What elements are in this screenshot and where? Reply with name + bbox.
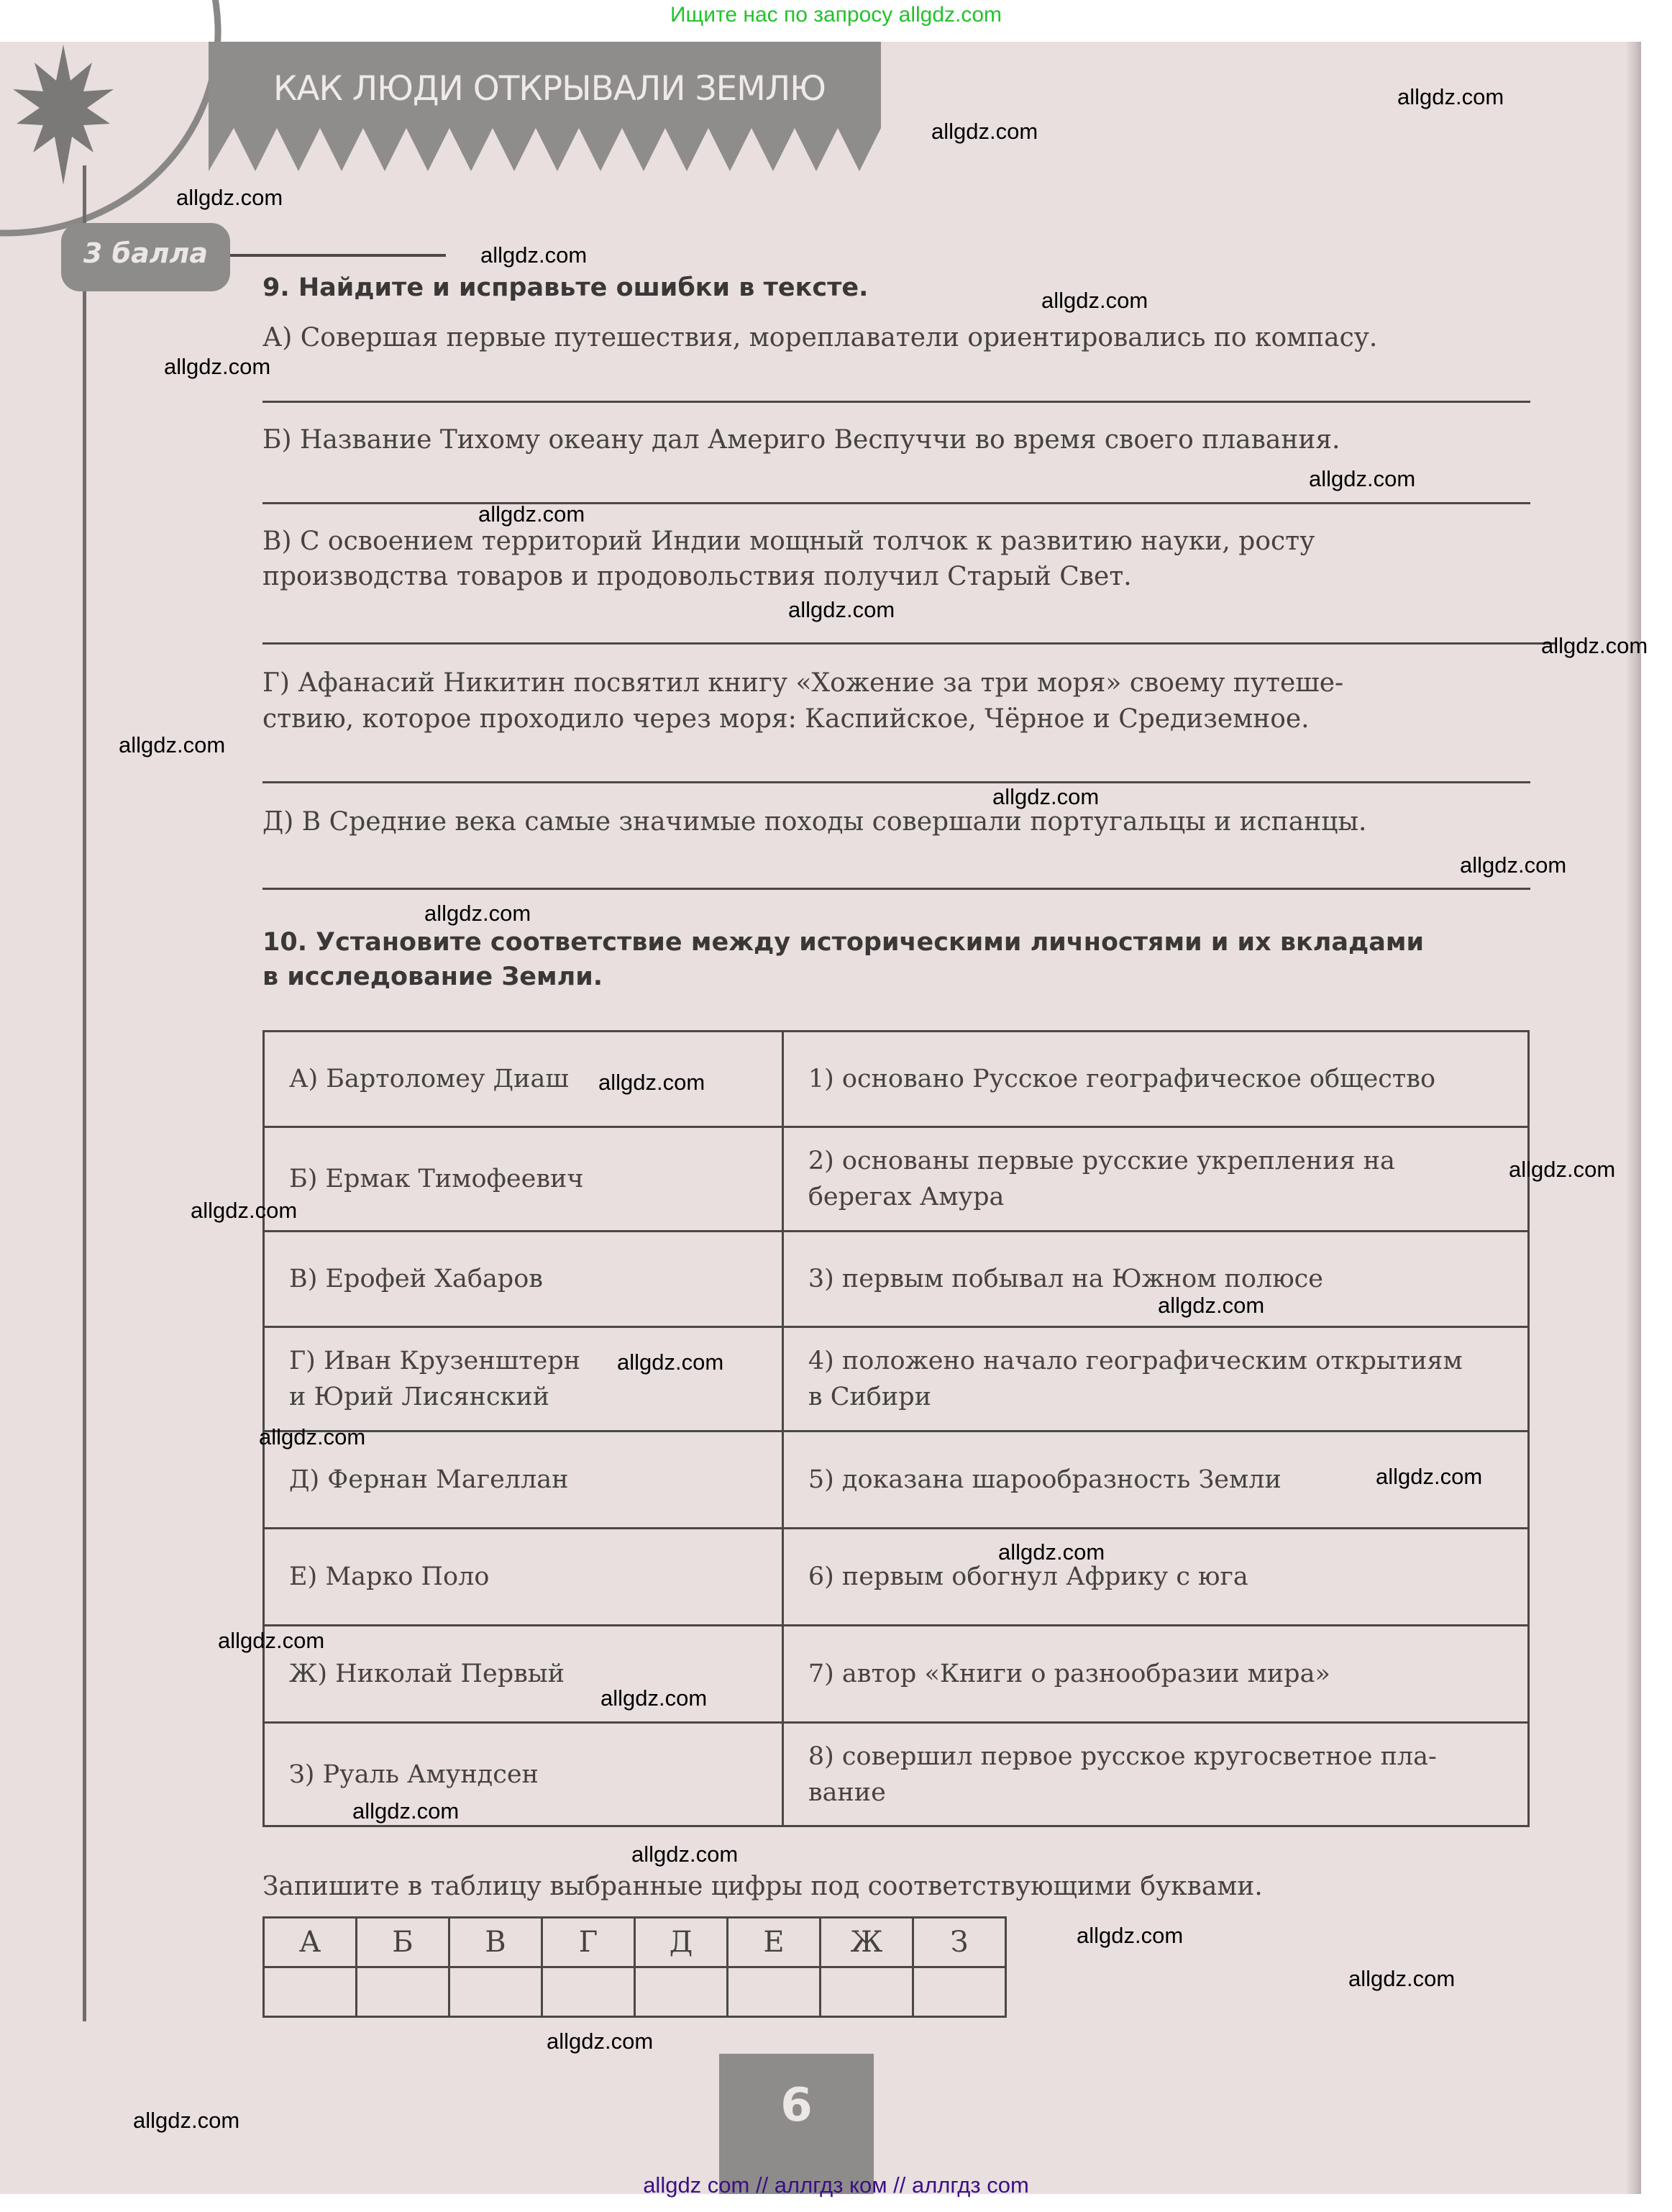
watermark: allgdz.com [788,597,895,622]
watermark: allgdz.com [931,119,1038,144]
person-cell [264,1232,783,1327]
watermark: allgdz.com [617,1349,724,1375]
points-badge-label: 3 балла [83,237,209,269]
contribution-text: вание [808,1778,886,1807]
q9-item-e: Д) В Средние века самые значимые походы совершали португальцы и испанцы. [262,807,1367,837]
watermark: allgdz.com [1509,1157,1616,1182]
chapter-title: КАК ЛЮДИ ОТКРЫВАЛИ ЗЕМЛЮ [273,69,826,109]
answer-table [262,1916,1007,2018]
q9-answer-line-e[interactable] [262,888,1530,890]
answer-letter: Б [357,1918,449,1967]
watermark: allgdz.com [1041,288,1148,313]
answer-letter: З [913,1918,1006,1967]
person-name: З) Руаль Амундсен [289,1760,539,1789]
matching-table [262,1030,1530,1827]
contribution-text: в Сибири [808,1383,931,1411]
table-row [264,1529,1529,1626]
watermark: allgdz.com [1309,466,1416,491]
answer-letter: А [264,1918,357,1967]
page-number: 6 [780,2079,813,2132]
q9-answer-line-d[interactable] [262,781,1530,783]
watermark: allgdz.com [133,2108,240,2133]
contribution-cell [782,1327,1528,1432]
answer-letters-row [264,1918,1006,1967]
table-row [264,1127,1529,1232]
person-name: Г) Иван Крузенштерн [289,1347,581,1375]
answer-cell-a[interactable] [264,1967,357,2017]
contribution-cell [782,1723,1528,1826]
badge-connector-line [230,254,446,257]
table-row [264,1032,1529,1127]
watermark: allgdz.com [1397,84,1504,109]
search-hint-text: Ищите нас по запросу allgdz.com [670,3,1002,27]
q10-heading-line2: в исследование Земли. [262,962,603,991]
star-icon [13,45,114,185]
table-row [264,1626,1529,1723]
contribution-text: берегах Амура [808,1183,1005,1211]
contribution-cell [782,1127,1528,1232]
q9-answer-line-c[interactable] [262,642,1557,645]
person-name: Д) Фернан Магеллан [289,1465,569,1494]
person-name: В) Ерофей Хабаров [289,1265,543,1293]
answer-letter: Г [542,1918,635,1967]
watermark: allgdz.com [259,1424,366,1449]
watermark: allgdz.com [998,1539,1105,1565]
person-name: и Юрий Лисянский [289,1383,550,1411]
q9-answer-line-a[interactable] [262,401,1530,403]
watermark: allgdz.com [176,185,283,210]
contribution-text: 4) положено начало географическим открытиям [808,1347,1463,1375]
person-cell [264,1127,783,1232]
watermark: allgdz.com [1460,852,1567,878]
contribution-text: 5) доказана шарообразность Земли [808,1465,1282,1494]
watermark: allgdz.com [352,1798,460,1824]
contribution-text: 2) основаны первые русские укрепления на [808,1147,1395,1175]
watermark: allgdz.com [480,242,588,268]
watermark: allgdz.com [191,1198,298,1223]
margin-line [83,165,86,2021]
q9-item-a: А) Совершая первые путешествия, мореплаватели ориентировались по компасу. [262,323,1378,352]
answer-letter: Ж [821,1918,913,1967]
watermark: allgdz.com [1077,1923,1184,1948]
watermark: allgdz.com [1348,1966,1456,1991]
q9-item-c-line2: производства товаров и продовольствия получил Старый Свет. [262,562,1132,591]
contribution-cell [782,1232,1528,1327]
table-row [264,1232,1529,1327]
person-cell [264,1327,783,1432]
person-name: А) Бартоломеу Диаш [289,1065,569,1093]
person-name: Б) Ермак Тимофеевич [289,1165,584,1193]
page-edge-shadow [1627,42,1641,2194]
person-cell [264,1723,783,1826]
q9-heading: 9. Найдите и исправьте ошибки в тексте. [262,273,869,302]
watermark: allgdz.com [547,2029,654,2054]
q9-item-c-line1: В) С освоением территорий Индии мощный толчок к развитию науки, росту [262,527,1315,556]
watermark: allgdz.com [424,901,531,926]
bottom-watermark-text: allgdz com // аллгдз ком // аллгдз com [643,2172,1029,2198]
contribution-text: 7) автор «Книги о разнообразии мира» [808,1660,1330,1688]
answer-cell-v[interactable] [449,1967,542,2017]
watermark: allgdz.com [1541,633,1648,658]
answer-cell-g[interactable] [542,1967,635,2017]
contribution-text: 6) первым обогнул Африку с юга [808,1562,1248,1591]
answer-letter: Е [728,1918,821,1967]
q9-item-b: Б) Название Тихому океану дал Америго Веспуччи во время своего плавания. [262,425,1340,455]
q9-item-d-line2: ствию, которое проходило через моря: Каспийское, Чёрное и Средиземное. [262,704,1310,734]
person-cell [264,1529,783,1626]
watermark: allgdz.com [119,732,226,757]
answer-instruction: Запишите в таблицу выбранные цифры под соответствующими буквами. [262,1872,1263,1901]
answer-values-row [264,1967,1006,2017]
person-name: Е) Марко Поло [289,1562,490,1591]
watermark: allgdz.com [1376,1464,1483,1489]
answer-cell-z[interactable] [913,1967,1006,2017]
answer-letter: В [449,1918,542,1967]
table-row [264,1327,1529,1432]
answer-cell-e[interactable] [728,1967,821,2017]
watermark: allgdz.com [164,354,271,379]
contribution-cell [782,1529,1528,1626]
contribution-text: 3) первым побывал на Южном полюсе [808,1265,1323,1293]
answer-letter: Д [635,1918,728,1967]
q9-answer-line-b[interactable] [262,502,1530,504]
answer-cell-d[interactable] [635,1967,728,2017]
watermark: allgdz.com [218,1628,325,1653]
contribution-cell [782,1626,1528,1723]
contribution-text: 8) совершил первое русское кругосветное пла- [808,1742,1437,1771]
watermark: allgdz.com [598,1070,705,1095]
person-name: Ж) Николай Первый [289,1660,565,1688]
watermark: allgdz.com [631,1842,739,1867]
contribution-cell [782,1032,1528,1127]
watermark: allgdz.com [478,501,585,527]
q10-heading-line1: 10. Установите соответствие между историческими личностями и их вкладами [262,928,1424,957]
table-row [264,1432,1529,1529]
watermark: allgdz.com [992,784,1100,809]
q9-item-d-line1: Г) Афанасий Никитин посвятил книгу «Хожение за три моря» своему путеше- [262,668,1344,698]
answer-cell-b[interactable] [357,1967,449,2017]
contribution-text: 1) основано Русское географическое общество [808,1065,1436,1093]
watermark: allgdz.com [1158,1293,1265,1318]
answer-cell-zh[interactable] [821,1967,913,2017]
watermark: allgdz.com [600,1685,708,1711]
